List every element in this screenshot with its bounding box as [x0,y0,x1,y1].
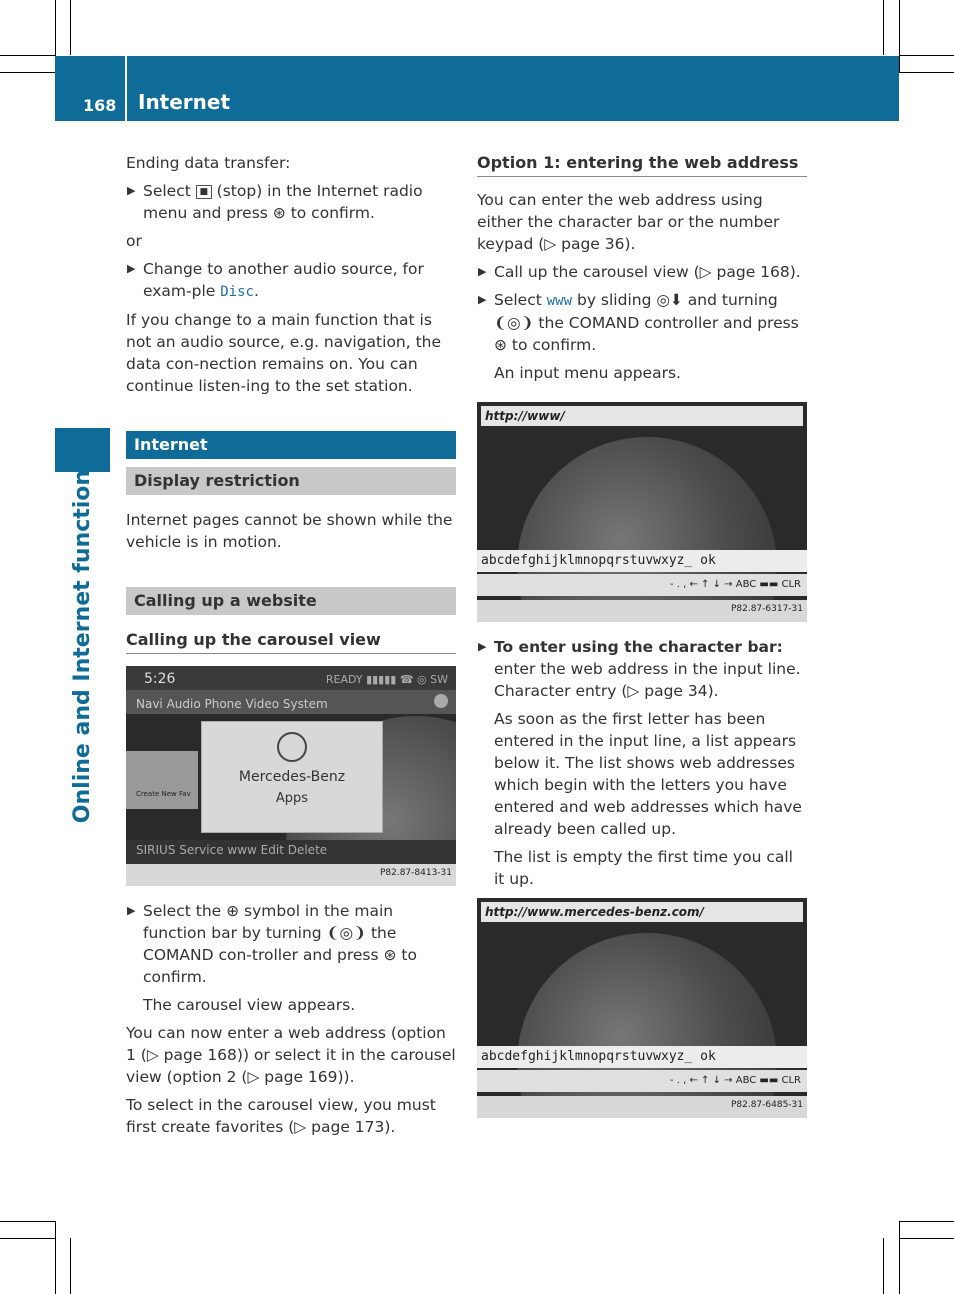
www-label: www [546,293,573,309]
bullet-text: Select [143,182,196,200]
fav-card-label: Create New Fav [136,790,191,798]
input-menu-screenshot [477,402,807,622]
bullet-text: Change to another audio source, for exam-ple [143,260,424,300]
crop-mark [0,55,55,56]
bullet-text: . [253,282,259,300]
page-number: 168 [83,96,117,115]
clock: 5:26 [144,671,176,687]
carousel-screenshot [126,666,456,886]
paragraph: Internet pages cannot be shown while the vehicle is in motion. [126,511,453,551]
bullet-stop [126,180,456,224]
section-heading-calling-website: Calling up a website [126,587,456,615]
crop-mark [899,0,900,72]
apps-label: Apps [275,791,309,806]
paragraph: To select in the carousel view, you must first create favorites (▷ page 173). [126,1096,436,1136]
sub-heading-carousel: Calling up the carousel view [126,629,456,654]
carousel-options: SIRIUS Service www Edit Delete [136,843,328,857]
mercedes-star-icon [277,732,307,762]
section-heading-display-restriction: Display restriction [126,467,456,495]
crop-mark [0,72,55,73]
globe-icon [434,694,448,708]
figure-code: P82.87-6317-31 [730,604,803,614]
bullet-arrow-icon: ▶ [478,640,487,653]
bullet-arrow-icon: ▶ [478,265,487,278]
function-keys: - . , ← ↑ ↓ → ABC ▬▬ CLR [477,574,807,596]
function-keys: - . , ← ↑ ↓ → ABC ▬▬ CLR [477,1070,807,1092]
crop-mark [70,0,71,55]
crop-mark [899,55,954,56]
bullet-text: (stop) in the Internet radio menu and press ⊛ to confirm. [143,182,423,222]
bullet-text: by sliding ◎⬇ and turning ❨◎❩ the COMAND controller and press ⊛ to confirm. [494,291,799,354]
bullet-bold-text: To enter using the character bar: [494,638,783,656]
bullet-select-globe [126,900,456,988]
character-bar: abcdefghijklmnopqrstuvwxyz_ ok [477,550,807,572]
bullet-arrow-icon: ▶ [478,293,487,306]
right-column [477,152,807,1128]
bullet-arrow-icon: ▶ [127,184,136,197]
bullet-change-source [126,258,456,303]
url-entry-screenshot [477,898,807,1118]
crop-mark [899,1238,954,1239]
bullet-sub-text: As soon as the first letter has been entered in the input line, a list appears below it. The list shows web addresses which begin with the letters you have entered and web addresses which have already been called up. [494,710,802,838]
page-title: Internet [138,90,231,114]
bullet-character-bar [477,636,807,702]
or-text: or [126,232,142,250]
paragraph: You can now enter a web address (option 1 (▷ page 168)) or select it in the carousel view (option 2 (▷ page 169)). [126,1024,456,1086]
crop-mark [55,1221,56,1294]
crop-mark [883,1238,884,1294]
paragraph: If you change to a main function that is not an audio source, e.g. navigation, the data con-nection remains on. You can continue listen-ing to the set station. [126,311,442,395]
crop-mark [0,1238,55,1239]
status-indicators: READY ▮▮▮▮▮ ☎ ◎ SW [325,673,448,686]
crop-mark [883,0,884,55]
chapter-label: Online and Internet functions [70,456,95,824]
crop-mark [70,1238,71,1294]
crop-mark [899,1221,900,1294]
crop-mark [899,1221,954,1222]
bullet-carousel [477,261,807,283]
bullet-text: Select the ⊕ symbol in the main function bar by turning ❨◎❩ the COMAND con-troller and press ⊛ to confirm. [143,902,417,986]
disc-label: Disc [220,284,254,300]
section-heading-internet: Internet [126,431,456,459]
figure-code: P82.87-6485-31 [730,1100,803,1110]
mercedes-apps-card [201,721,383,833]
crop-mark [0,1221,55,1222]
bullet-text: enter the web address in the input line. Character entry (▷ page 34). [494,660,801,700]
bullet-arrow-icon: ▶ [127,262,136,275]
ending-text: Ending data transfer: [126,154,291,172]
figure-code: P82.87-8413-31 [379,868,452,878]
bullet-text: Call up the carousel view (▷ page 168). [494,263,801,281]
sub-heading-option1: Option 1: entering the web address [477,152,807,177]
bullet-text: Select [494,291,547,309]
fav-card [126,751,198,809]
stop-icon: ■ [196,185,212,199]
main-function-menu: Navi Audio Phone Video System [136,697,328,711]
bullet-arrow-icon: ▶ [127,904,136,917]
paragraph: You can enter the web address using either the character bar or the number keypad (▷ page 36). [477,191,780,253]
url-input: http://www.mercedes-benz.com/ [481,902,803,922]
header-divider [125,56,127,121]
brand-label: Mercedes-Benz [238,769,346,785]
left-column [126,152,456,1144]
character-bar: abcdefghijklmnopqrstuvwxyz_ ok [477,1046,807,1068]
bullet-sub-text: An input menu appears. [494,364,681,382]
bullet-select-www [477,289,807,356]
bullet-sub-text: The carousel view appears. [143,996,356,1014]
url-input: http://www/ [481,406,803,426]
crop-mark [899,72,954,73]
bullet-sub-text: The list is empty the first time you call it up. [494,848,793,888]
